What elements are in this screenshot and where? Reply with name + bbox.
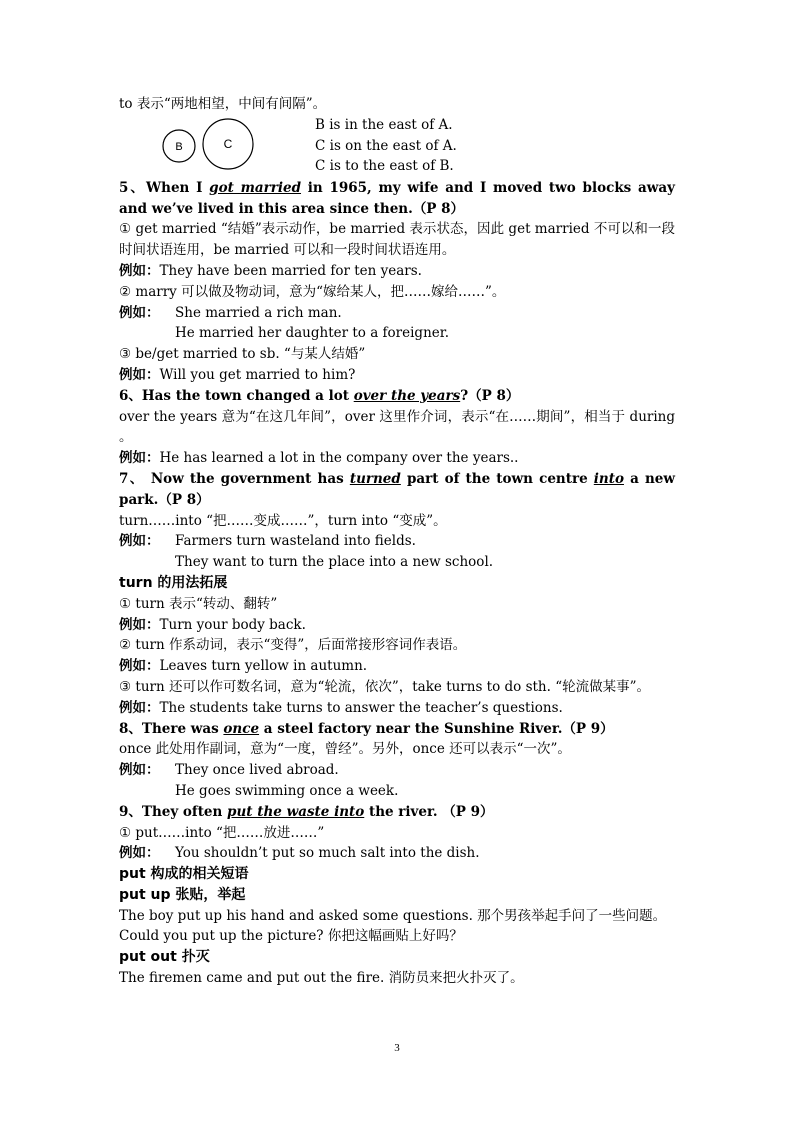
sentence-8-post: a steel factory near the Sunshine River.（P 9） — [259, 720, 614, 737]
example-text: They once lived abroad. — [175, 762, 339, 779]
sentence-9-post: the river. （P 9） — [364, 803, 494, 820]
example-text: They have been married for ten years. — [159, 262, 422, 279]
turn-example-2 — [119, 656, 675, 677]
example-text: Turn your body back. — [159, 616, 306, 633]
example-text: He has learned a lot in the company over the years.. — [159, 450, 519, 467]
statement-1: B is in the east of A. — [315, 116, 453, 133]
s5-example-3 — [119, 365, 675, 386]
s8-example-b: He goes swimming once a week. — [175, 782, 399, 799]
example-label: 例如： — [119, 658, 160, 675]
statement-3: C is to the east of B. — [315, 158, 454, 175]
direction-figure — [119, 115, 675, 178]
s5-explanation-3: ③ be/get married to sb. “与某人结婚” — [119, 346, 366, 363]
put-out-example: The firemen came and put out the fire. 消防员来把火扑灭了。 — [119, 970, 524, 987]
example-label: 例如： — [119, 304, 160, 321]
s7-example-a — [119, 531, 675, 552]
put-up-heading: put up 张贴，举起 — [119, 886, 246, 903]
s7-explanation: turn……into “把……变成……”，turn into “变成”。 — [119, 512, 447, 529]
sentence-7-pre: 7、 Now the government has — [119, 470, 350, 487]
example-text: Farmers turn wasteland into fields. — [175, 533, 416, 550]
turn-example-1 — [119, 615, 675, 636]
example-label: 例如： — [119, 262, 160, 279]
s8-explanation: once 此处用作副词，意为“一度，曾经”。另外，once 还可以表示“一次”。 — [119, 741, 571, 758]
sentence-8 — [119, 719, 675, 740]
key-word-turned: turned — [349, 470, 401, 487]
page-number: 3 — [394, 1042, 400, 1054]
put-out-heading: put out 扑灭 — [119, 949, 210, 966]
turn-usage-2: ② turn 作系动词，表示“变得”，后面常接形容词作表语。 — [119, 637, 467, 654]
example-label: 例如： — [119, 845, 160, 862]
circle-c-label: C — [223, 136, 233, 151]
s6-explanation: over the years 意为“在这几年间”，over 这里作介词，表示“在……期间”，相当于 during 。 — [119, 408, 675, 446]
example-label: 例如： — [119, 762, 160, 779]
page-ref: （P 8） — [412, 200, 465, 217]
s9-example — [119, 843, 675, 864]
key-phrase-got-married: got married — [209, 179, 302, 196]
sentence-5-pre: 5、When I — [119, 179, 210, 196]
sentence-5 — [119, 178, 675, 220]
key-word-into: into — [593, 470, 624, 487]
s5-example-2a — [119, 303, 675, 324]
sentence-7 — [119, 469, 675, 511]
key-phrase-over-the-years: over the years — [353, 387, 461, 404]
circle-b-label: B — [175, 140, 183, 153]
example-text: Will you get married to him? — [159, 366, 356, 383]
example-label: 例如： — [119, 699, 160, 716]
turn-example-3 — [119, 698, 675, 719]
sentence-7-mid: part of the town centre — [400, 470, 594, 487]
example-text: She married a rich man. — [175, 304, 342, 321]
sentence-8-pre: 8、There was — [119, 720, 224, 737]
put-up-example-1: The boy put up his hand and asked some questions. 那个男孩举起手问了一些问题。 — [119, 907, 667, 924]
example-label: 例如： — [119, 616, 160, 633]
put-phrases-heading: put 构成的相关短语 — [119, 866, 249, 883]
statement-2: C is on the east of A. — [315, 137, 457, 154]
s8-example-a — [119, 760, 675, 781]
circles-diagram — [159, 117, 279, 177]
turn-usage-heading: turn 的用法拓展 — [119, 574, 228, 591]
s5-explanation-1: ① get married “结婚”表示动作，be married 表示状态，因此 get married 不可以和一段时间状语连用，be married 可以和一段时间状语连用。 — [119, 221, 675, 259]
document-body — [119, 94, 675, 989]
sentence-6-post: ?（P 8） — [460, 387, 520, 404]
sentence-7-post: a new park.（P 8） — [119, 470, 675, 508]
s5-example-1 — [119, 261, 675, 282]
s9-explanation: ① put……into “把……放进……” — [119, 824, 325, 841]
turn-usage-3: ③ turn 还可以作可数名词，意为“轮流，依次”，take turns to do sth. “轮流做某事”。 — [119, 678, 651, 695]
s7-example-b: They want to turn the place into a new school. — [175, 554, 494, 571]
example-label: 例如： — [119, 533, 160, 550]
sentence-6-pre: 6、Has the town changed a lot — [119, 387, 354, 404]
example-text: Leaves turn yellow in autumn. — [159, 658, 368, 675]
sentence-6 — [119, 386, 675, 407]
key-word-once: once — [223, 720, 260, 737]
sentence-5-post: in 1965, my wife and I moved two blocks away and we’ve lived in this area since then. — [119, 179, 675, 217]
put-up-example-2: Could you put up the picture? 你把这幅画贴上好吗？ — [119, 928, 463, 945]
sentence-9 — [119, 802, 675, 823]
sentence-9-pre: 9、They often — [119, 803, 228, 820]
key-phrase-put-the-waste-into: put the waste into — [227, 803, 365, 820]
s5-explanation-2: ② marry 可以做及物动词，意为“嫁给某人，把……嫁给……”。 — [119, 283, 506, 300]
intro-line: to 表示“两地相望，中间有间隔”。 — [119, 96, 327, 112]
example-text: You shouldn’t put so much salt into the dish. — [175, 845, 480, 862]
s6-example — [119, 448, 675, 469]
s5-example-2b: He married her daughter to a foreigner. — [175, 325, 450, 342]
turn-usage-1: ① turn 表示“转动、翻转” — [119, 595, 278, 612]
example-label: 例如： — [119, 450, 160, 467]
example-text: The students take turns to answer the teacher’s questions. — [159, 699, 563, 716]
figure-statements — [315, 115, 457, 177]
example-label: 例如： — [119, 366, 160, 383]
